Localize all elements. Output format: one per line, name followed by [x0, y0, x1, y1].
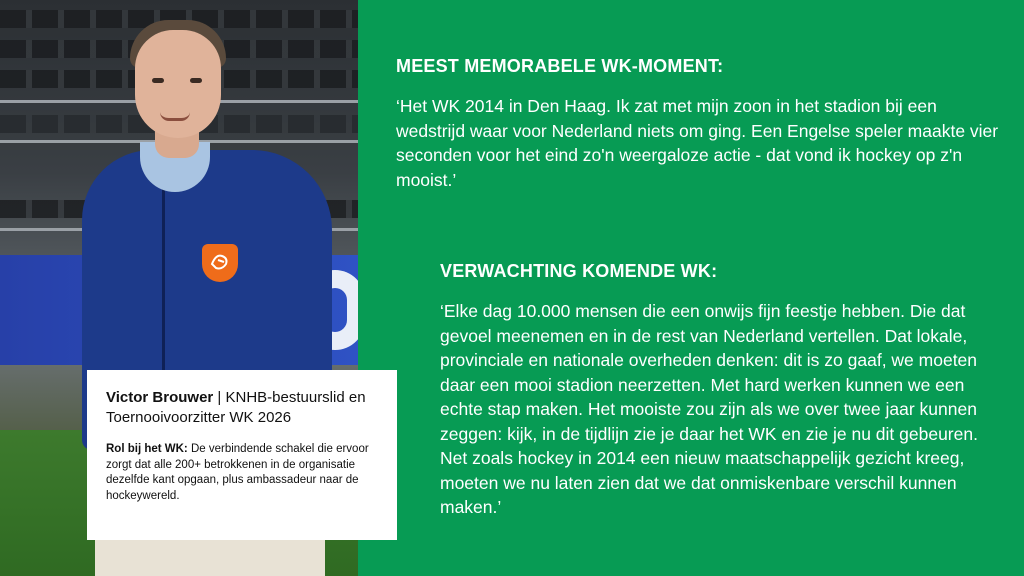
caption-box	[87, 370, 397, 540]
memorable-moment-heading: MEEST MEMORABELE WK-MOMENT:	[396, 56, 724, 76]
expectation-quote: ‘Elke dag 10.000 mensen die een onwijs fijn feestje hebben. Die dat gevoel meenemen en in de rest van Nederland vertellen. Dat lokale, provinciale en nationale overheden denken: dit is zo gaaf, we moeten daar een mooi stadion neerzetten. Met hard werken kunnen we een echte stap maken. Het mooiste zou zijn als we over twee jaar kunnen zeggen: kijk, in de tijdlijn zie je daar het WK en zie je nu dit gebeuren. Net zoals hockey in 2014 een nieuw maatschappelijk gezicht kreeg, moeten we nu laten zien dat we dat onmiskenbare verschil kunnen maken.’	[440, 301, 978, 517]
knhb-logo-icon	[202, 244, 238, 282]
expectation-heading: VERWACHTING KOMENDE WK:	[440, 261, 718, 281]
caption-name-title	[106, 388, 379, 428]
memorable-moment-quote: ‘Het WK 2014 in Den Haag. Ik zat met mijn zoon in het stadion bij een wedstrijd waar voor Nederland niets om ging. Een Engelse speler maakte vier seconden voor het eind zo'n weergaloze actie - dat vond ik hockey op z'n mooist.’	[396, 96, 999, 190]
person-head	[135, 30, 221, 138]
role-text: De verbindende schakel die ervoor zorgt dat alle 200+ betrokkenen in de organisatie dezelfde kant opgaan, plus ambassadeur naar de hockeywereld.	[106, 443, 369, 502]
caption-role	[106, 442, 379, 504]
role-label: Rol bij het WK:	[106, 443, 188, 455]
person-name: Victor Brouwer	[106, 389, 214, 406]
person-title: | KNHB-bestuurslid en Toernooivoorzitter WK 2026	[106, 389, 366, 426]
